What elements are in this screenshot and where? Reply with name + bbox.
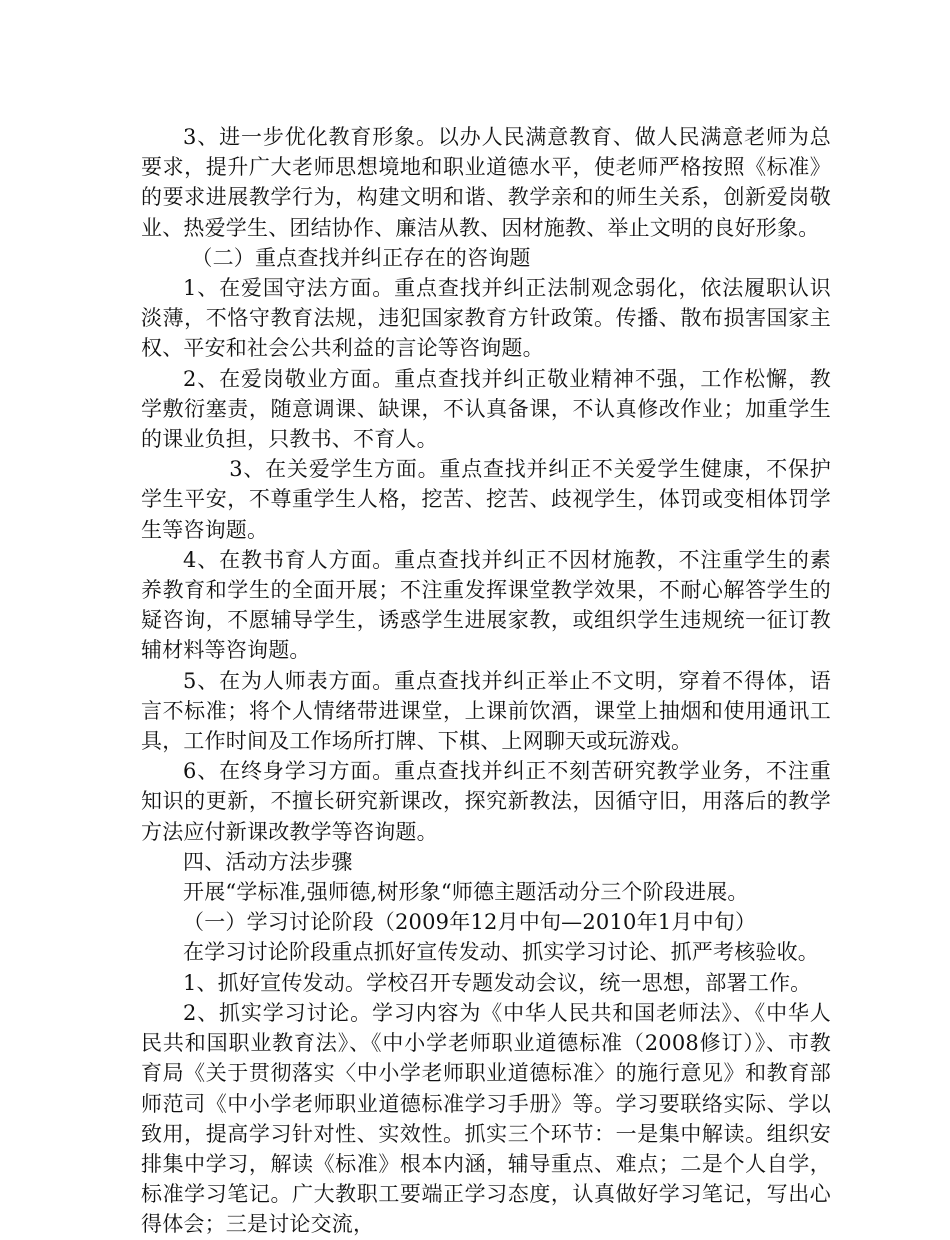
paragraph-phase-1-item-1: 1、抓好宣传发动。学校召开专题发动会议，统一思想，部署工作。 xyxy=(183,970,812,995)
paragraph-problem-4: 4、在教书育人方面。重点查找并纠正不因材施教，不注重学生的素养教育和学生的全面开展；不注重发挥课堂教学效果，不耐心解答学生的疑咨询，不愿辅导学生，诱惑学生进展家教，或组织学生违规统一征订教辅材料等咨询题。 xyxy=(141,547,831,663)
paragraph-phase-1-item-2: 2、抓实学习讨论。学习内容为《中华人民共和国老师法》、《中华人民共和国职业教育法》、《中小学老师职业道德标准（2008修订）》、市教育局《关于贯彻落实〈中小学老师职业道德标准〉的施行意见》和教育部师范司《中小学老师职业道德标准学习手册》等。学习要联络实际、学以致用，提高学习针对性、实效性。抓实三个环节：一是集中解读。组织安排集中学习，解读《标准》根本内涵，辅导重点、难点；二是个人自学，标准学习笔记。广大教职工要端正学习态度，认真做好学习笔记，写出心得体会；三是讨论交流， xyxy=(141,1000,831,1237)
paragraph-problem-2: 2、在爱岗敬业方面。重点查找并纠正敬业精神不强，工作松懈，教学敷衍塞责，随意调课、缺课，不认真备课，不认真修改作业；加重学生的课业负担，只教书、不育人。 xyxy=(141,366,831,452)
paragraph-goal-3: 3、进一步优化教育形象。以办人民满意教育、做人民满意老师为总要求，提升广大老师思想境地和职业道德水平，使老师严格按照《标准》的要求进展教学行为，构建文明和谐、教学亲和的师生关系，创新爱岗敬业、热爱学生、团结协作、廉洁从教、因材施教、举止文明的良好形象。 xyxy=(141,125,831,240)
paragraph-problem-6: 6、在终身学习方面。重点查找并纠正不刻苦研究教学业务，不注重知识的更新，不擅长研究新课改，探究新教法，因循守旧，用落后的教学方法应付新课改教学等咨询题。 xyxy=(141,759,831,844)
paragraph-problem-1: 1、在爱国守法方面。重点查找并纠正法制观念弱化，依法履职认识淡薄，不恪守教育法规，违犯国家教育方针政策。传播、散布损害国家主权、平安和社会公共利益的言论等咨询题。 xyxy=(141,276,831,361)
paragraph-steps-intro: 开展“学标准,强师德,树形象“师德主题活动分三个阶段进展。 xyxy=(183,880,749,905)
section-heading-steps: 四、活动方法步骤 xyxy=(183,849,353,874)
section-heading-problems: （二）重点查找并纠正存在的咨询题 xyxy=(191,245,531,270)
paragraph-problem-3: 3、在关爱学生方面。重点查找并纠正不关爱学生健康，不保护学生平安，不尊重学生人格，挖苦、挖苦、歧视学生，体罚或变相体罚学生等咨询题。 xyxy=(141,457,831,542)
section-heading-phase-1: （一）学习讨论阶段（2009年12月中旬—2010年1月中旬） xyxy=(183,910,757,935)
document-body xyxy=(141,122,831,1240)
paragraph-phase-1-intro: 在学习讨论阶段重点抓好宣传发动、抓实学习讨论、抓严考核验收。 xyxy=(183,940,819,965)
paragraph-problem-5: 5、在为人师表方面。重点查找并纠正举止不文明，穿着不得体，语言不标准；将个人情绪带进课堂，上课前饮酒，课堂上抽烟和使用通讯工具，工作时间及工作场所打牌、下棋、上网聊天或玩游戏。 xyxy=(141,668,831,754)
